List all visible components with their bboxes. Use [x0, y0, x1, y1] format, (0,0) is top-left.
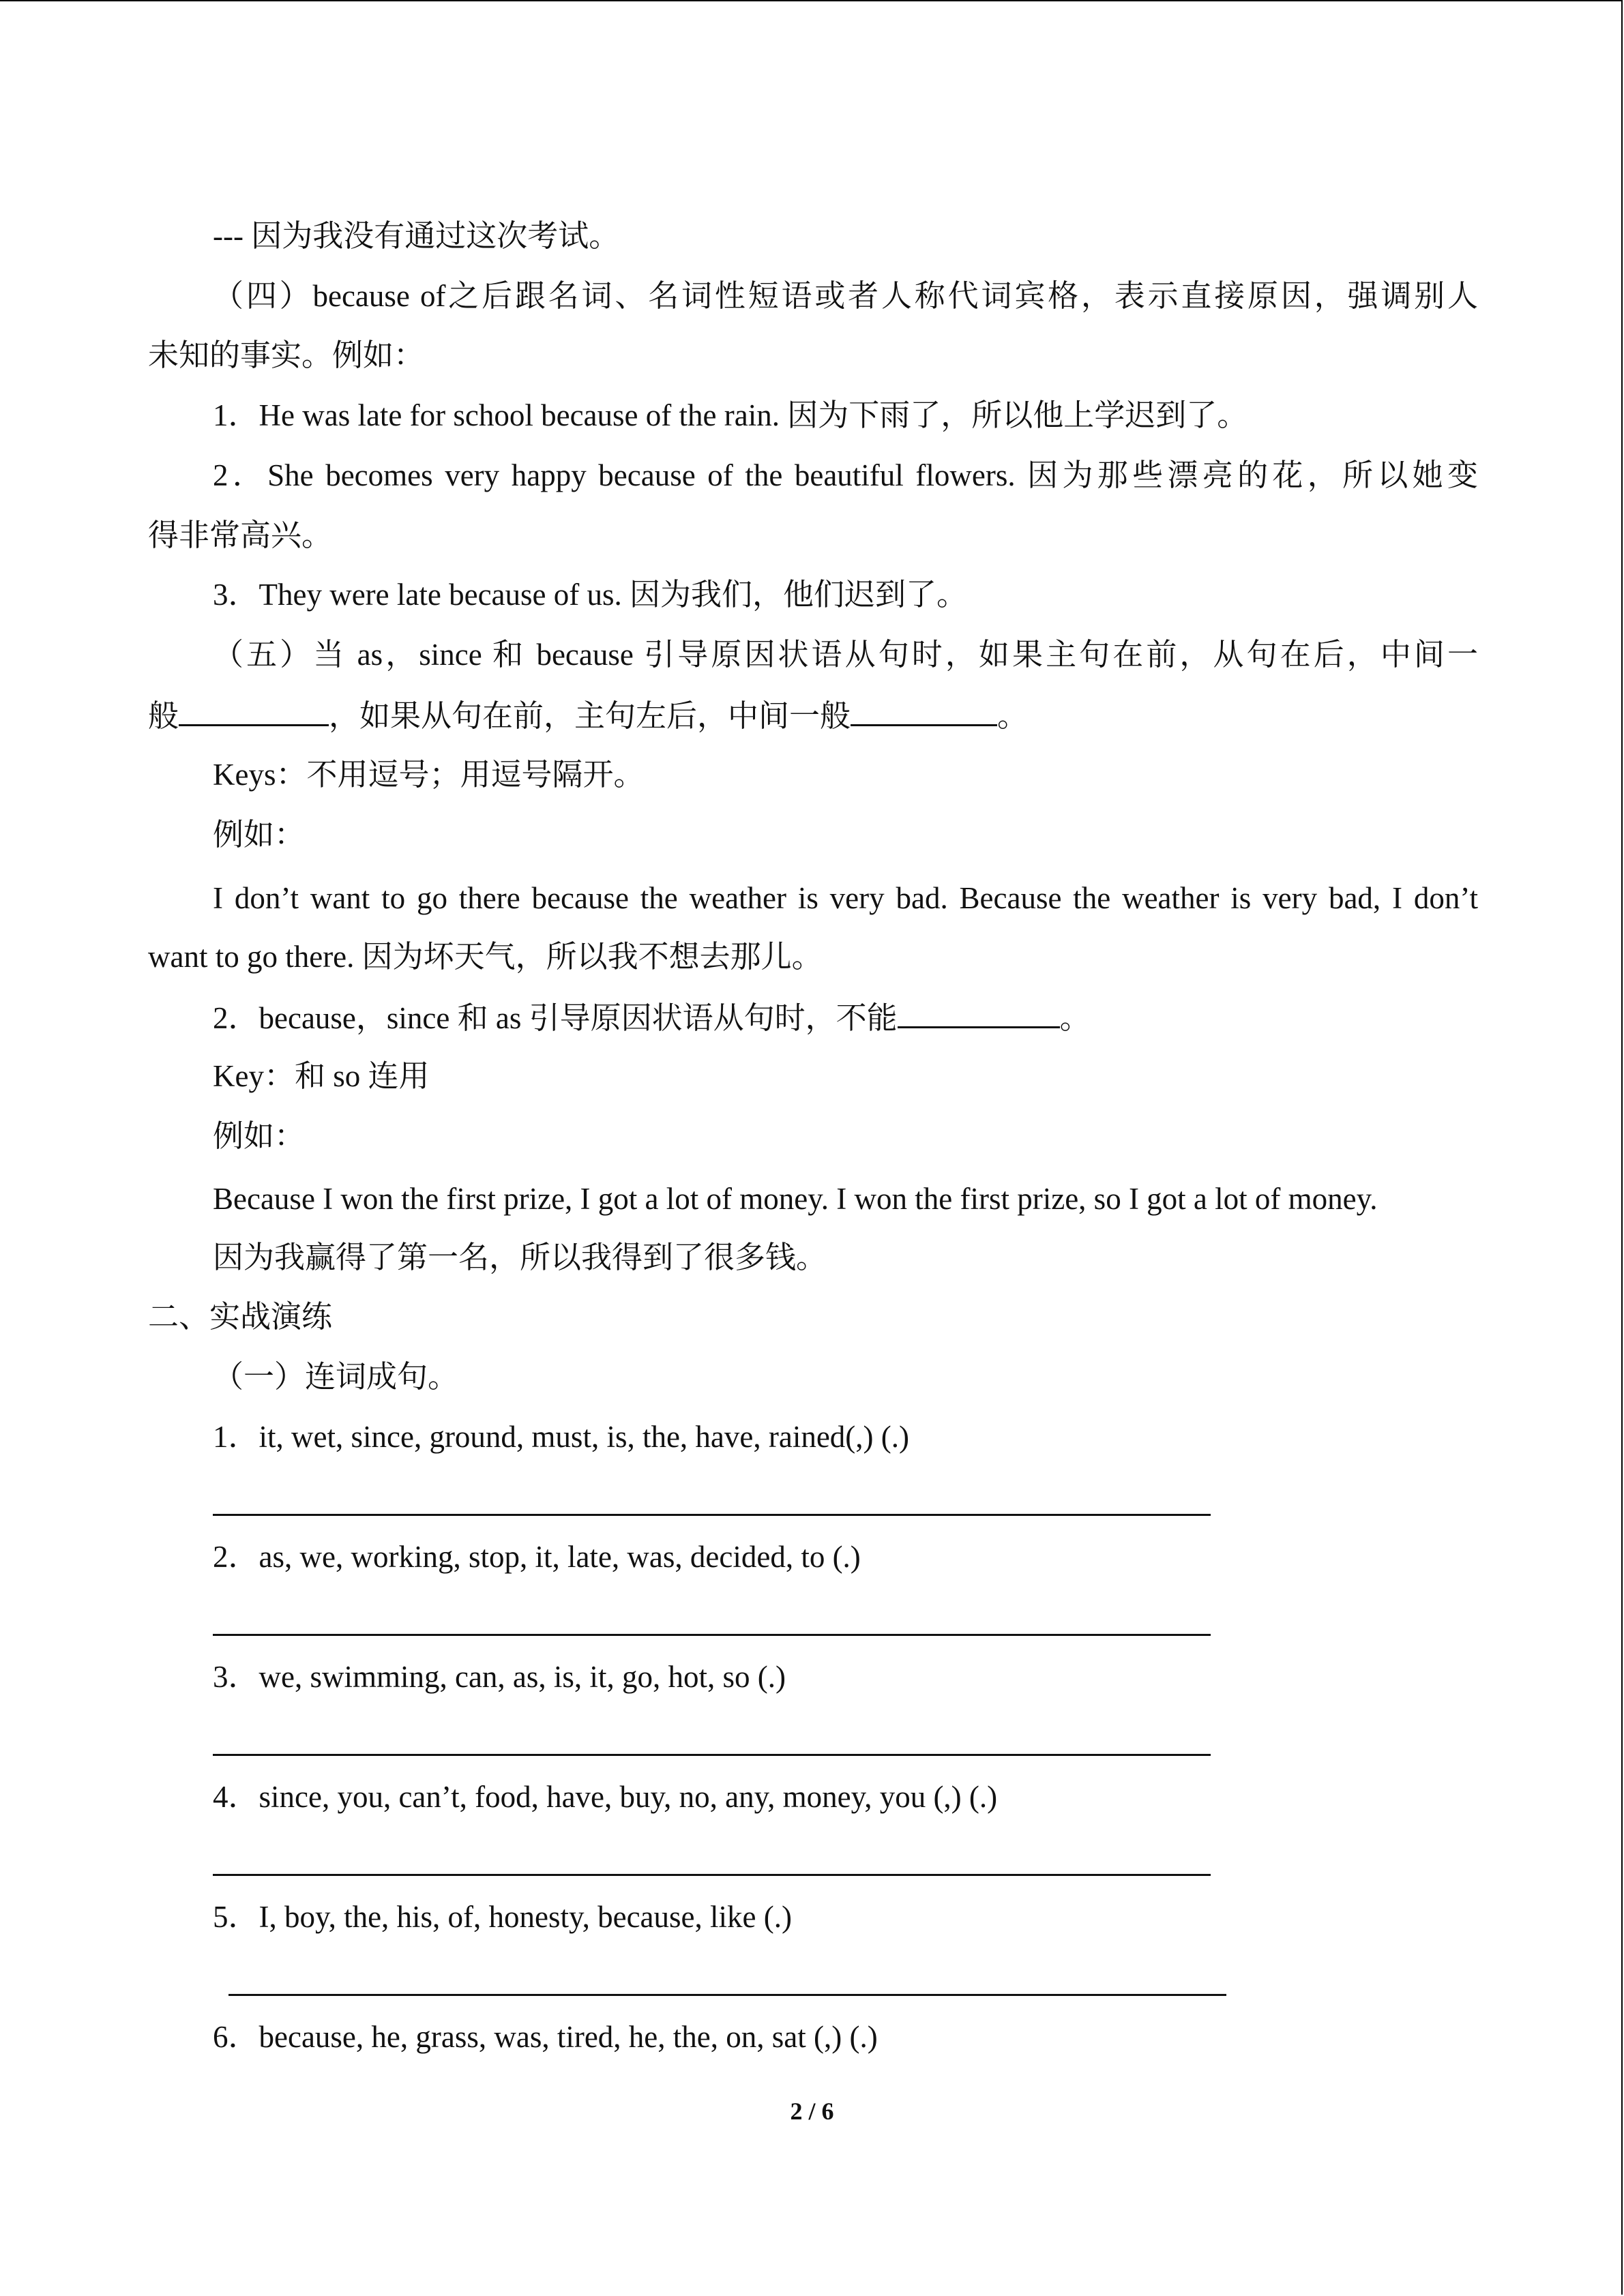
fill-blank-line	[148, 694, 1028, 736]
page-number: 2 / 6	[790, 2098, 834, 2125]
exercise-item: 5．I, boy, the, his, of, honesty, because, like (.)	[213, 1900, 792, 1934]
exercise-item: 4．since, you, can’t, food, have, buy, no, any, money, you (,) (.)	[213, 1780, 998, 1814]
blank-field[interactable]	[179, 694, 329, 726]
answer-line[interactable]	[228, 1994, 1226, 1996]
answer-line[interactable]	[213, 1514, 1211, 1516]
answer-line[interactable]	[213, 1754, 1211, 1756]
text-line: --- 因为我没有通过这次考试。	[213, 219, 620, 253]
text-line: （四）because of之后跟名词、名词性短语或者人称代词宾格，表示直接原因，强调别人	[213, 279, 1478, 313]
text-segment: 般	[148, 699, 179, 733]
blank-field[interactable]	[898, 996, 1060, 1028]
example-sentence: want to go there. 因为坏天气，所以我不想去那儿。	[148, 940, 823, 974]
text-line: 未知的事实。例如：	[148, 338, 425, 372]
text-line: 得非常高兴。	[148, 518, 333, 552]
exercise-item: 1．it, wet, since, ground, must, is, the, have, rained(,) (.)	[213, 1420, 910, 1454]
example-sentence: Because I won the first prize, I got a lot of money. I won the first prize, so I got a lot of money.	[213, 1182, 1378, 1216]
exercise-item: 3．we, swimming, can, as, is, it, go, hot, so (.)	[213, 1660, 786, 1694]
example-sentence: 2．She becomes very happy because of the beautiful flowers. 因为那些漂亮的花，所以她变	[213, 458, 1478, 492]
blank-field[interactable]	[851, 694, 997, 726]
fill-blank-line	[213, 996, 1091, 1039]
text-segment: ，如果从句在前，主句左后，中间一般	[329, 699, 851, 733]
example-sentence: 因为我赢得了第一名，所以我得到了很多钱。	[213, 1240, 827, 1274]
subsection-heading: （一）连词成句。	[213, 1360, 459, 1394]
exercise-item: 2．as, we, working, stop, it, late, was, decided, to (.)	[213, 1540, 861, 1574]
text-line: （五）当 as，since 和 because 引导原因状语从句时，如果主句在前，从句在后，中间一	[213, 638, 1478, 672]
answer-key: Key：和 so 连用	[213, 1059, 430, 1093]
text-line: 例如：	[213, 818, 306, 852]
exercise-item: 6．because, he, grass, was, tired, he, the, on, sat (,) (.)	[213, 2020, 878, 2054]
example-sentence: I don’t want to go there because the weather is very bad. Because the weather is very bad, I don’t	[213, 881, 1478, 915]
text-segment: 2．because，since 和 as 引导原因状语从句时，不能	[213, 1001, 898, 1035]
text-segment: 。	[997, 699, 1029, 733]
example-sentence: 3．They were late because of us. 因为我们，他们迟到了。	[213, 578, 967, 612]
example-sentence: 1．He was late for school because of the rain. 因为下雨了，所以他上学迟到了。	[213, 398, 1248, 432]
answer-line[interactable]	[213, 1874, 1211, 1876]
text-segment: 。	[1059, 1001, 1091, 1035]
text-line: 例如：	[213, 1119, 306, 1153]
answer-key: Keys：不用逗号；用逗号隔开。	[213, 758, 645, 792]
answer-line[interactable]	[213, 1634, 1211, 1636]
section-heading: 二、实战演练	[148, 1300, 333, 1334]
